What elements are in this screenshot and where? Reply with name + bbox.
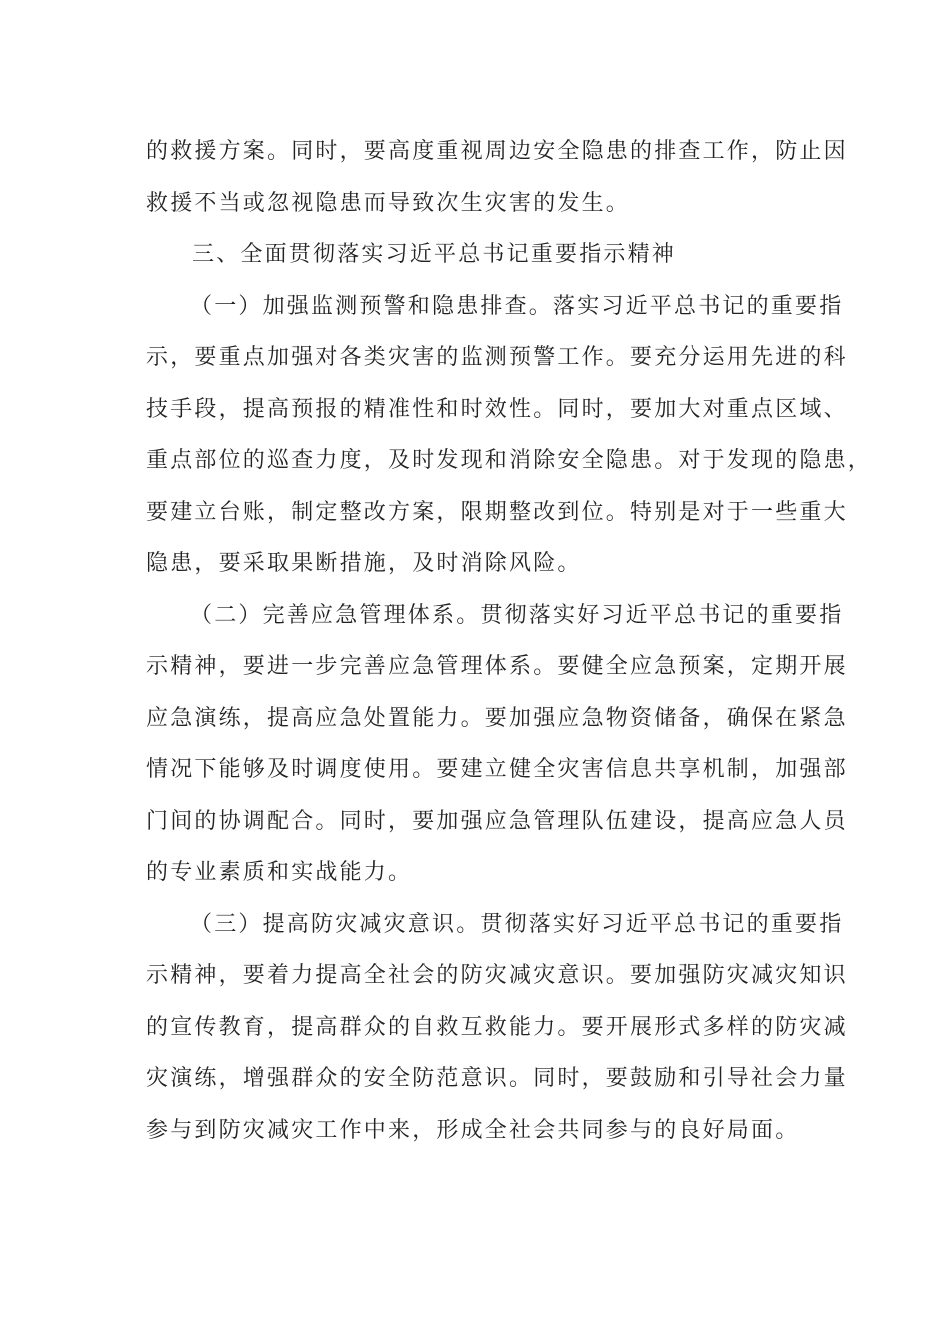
paragraph-line: 的宣传教育，提高群众的自救互救能力。要开展形式多样的防灾减 <box>146 1014 848 1040</box>
document-body <box>146 126 873 1156</box>
paragraph-line: 灾演练，增强群众的安全防范意识。同时，要鼓励和引导社会力量 <box>146 1066 848 1091</box>
paragraph-line: 技手段，提高预报的精准性和时效性。同时，要加大对重点区域、 <box>146 396 848 422</box>
paragraph-line: 应急演练，提高应急处置能力。要加强应急物资储备，确保在紧急 <box>146 705 848 731</box>
paragraph-line: 门间的协调配合。同时，要加强应急管理队伍建设，提高应急人员 <box>146 808 848 834</box>
paragraph-line: 救援不当或忽视隐患而导致次生灾害的发生。 <box>146 190 631 216</box>
section-heading: 三、全面贯彻落实习近平总书记重要指示精神 <box>192 242 677 267</box>
paragraph-line: 示，要重点加强对各类灾害的监测预警工作。要充分运用先进的科 <box>146 345 848 370</box>
paragraph-line: 示精神，要着力提高全社会的防灾减灾意识。要加强防灾减灾知识 <box>146 963 848 988</box>
paragraph-line: 重点部位的巡查力度，及时发现和消除安全隐患。对于发现的隐患， <box>146 448 873 473</box>
paragraph-line: 的救援方案。同时，要高度重视周边安全隐患的排查工作，防止因 <box>146 139 848 164</box>
paragraph-line: 示精神，要进一步完善应急管理体系。要健全应急预案，定期开展 <box>146 654 848 679</box>
paragraph-line: 要建立台账，制定整改方案，限期整改到位。特别是对于一些重大 <box>146 499 848 525</box>
paragraph-line: （三）提高防灾减灾意识。贯彻落实好习近平总书记的重要指 <box>190 911 844 937</box>
paragraph-line: （二）完善应急管理体系。贯彻落实好习近平总书记的重要指 <box>190 602 844 628</box>
paragraph-line: 情况下能够及时调度使用。要建立健全灾害信息共享机制，加强部 <box>146 757 848 782</box>
paragraph-line: 参与到防灾减灾工作中来，形成全社会共同参与的良好局面。 <box>146 1117 800 1143</box>
paragraph-line: 的专业素质和实战能力。 <box>146 860 413 885</box>
paragraph-line: 隐患，要采取果断措施，及时消除风险。 <box>146 551 582 576</box>
paragraph-line: （一）加强监测预警和隐患排查。落实习近平总书记的重要指 <box>190 293 844 319</box>
